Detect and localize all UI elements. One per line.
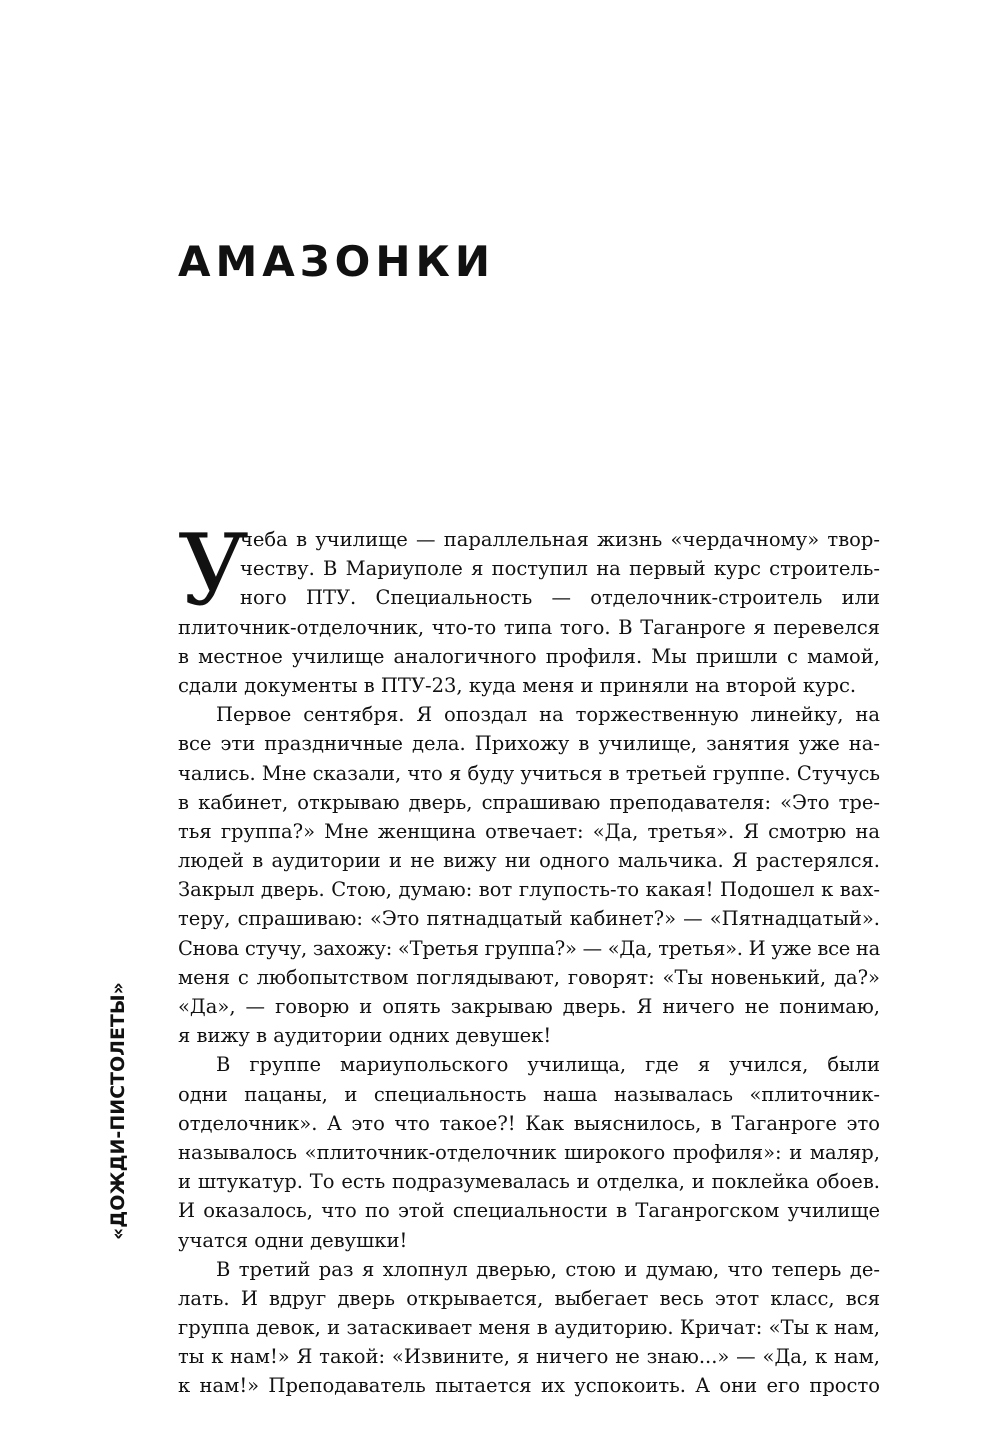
text-line: И оказалось, что по этой специальности в Таганрогском училище <box>178 1199 880 1223</box>
text-line: честву. В Мариуполе я поступил на первый курс строитель- <box>240 557 880 581</box>
text-line: одни пацаны, и специальность наша называлась «плиточник- <box>178 1082 880 1106</box>
text-line: называлось «плиточник-отделочник широкого профиля»: и маляр, <box>178 1140 880 1164</box>
text-line: ты к нам!» Я такой: «Извините, я ничего не знаю...» — «Да, к нам, <box>178 1345 880 1369</box>
body-text <box>178 514 880 1401</box>
drop-cap: У <box>178 514 249 628</box>
text-line: В группе мариупольского училища, где я учился, были <box>216 1053 880 1077</box>
text-line: В третий раз я хлопнул дверью, стою и думаю, что теперь де- <box>216 1257 880 1281</box>
text-line: чались. Мне сказали, что я буду учиться в третьей группе. Стучусь <box>178 761 880 785</box>
chapter-title: АМАЗОНКИ <box>178 237 495 286</box>
text-line: людей в аудитории и не вижу ни одного мальчика. Я растерялся. <box>178 849 880 873</box>
text-line: Закрыл дверь. Стою, думаю: вот глупость-то какая! Подошел к вах- <box>178 878 880 902</box>
text-line: Снова стучу, захожу: «Третья группа?» — «Да, третья». И уже все на <box>178 936 880 960</box>
text-line: чеба в училище — параллельная жизнь «чердачному» твор- <box>240 528 880 551</box>
text-line: отделочник». А это что такое?! Как выяснилось, в Таганроге это <box>178 1111 880 1135</box>
text-line: и штукатур. То есть подразумевалась и отделка, и поклейка обоев. <box>178 1170 880 1194</box>
text-line: учатся одни девушки! <box>178 1228 408 1252</box>
text-line: я вижу в аудитории одних девушек! <box>178 1024 552 1048</box>
text-line: лать. И вдруг дверь открывается, выбегает весь этот класс, вся <box>178 1286 880 1310</box>
text-line: в кабинет, открываю дверь, спрашиваю преподавателя: «Это тре- <box>178 790 880 814</box>
text-line: «Да», — говорю и опять закрываю дверь. Я ничего не понимаю, <box>178 995 880 1018</box>
text-line: группа девок, и затаскивает меня в аудиторию. Кричат: «Ты к нам, <box>178 1316 880 1340</box>
text-line: в местное училище аналогичного профиля. Мы пришли с мамой, <box>178 644 880 668</box>
text-line: Первое сентября. Я опоздал на торжественную линейку, на <box>216 703 880 727</box>
text-line: к нам!» Преподаватель пытается их успокоить. А они его просто <box>178 1374 880 1398</box>
text-line: все эти праздничные дела. Прихожу в училище, занятия уже на- <box>178 732 880 756</box>
text-line: теру, спрашиваю: «Это пятнадцатый кабинет?» — «Пятнадцатый». <box>178 907 880 931</box>
running-head: «ДОЖДИ-ПИСТОЛЕТЫ» <box>107 982 129 1240</box>
text-line: сдали документы в ПТУ-23, куда меня и приняли на второй курс. <box>178 673 857 697</box>
text-line: тья группа?» Мне женщина отвечает: «Да, третья». Я смотрю на <box>178 819 880 843</box>
text-line: меня с любопытством поглядывают, говорят: «Ты новенький, да?» <box>178 965 880 989</box>
text-line: ного ПТУ. Специальность — отделочник-строитель или <box>240 586 880 610</box>
text-line: плиточник-отделочник, что-то типа того. В Таганроге я перевелся <box>178 615 880 639</box>
